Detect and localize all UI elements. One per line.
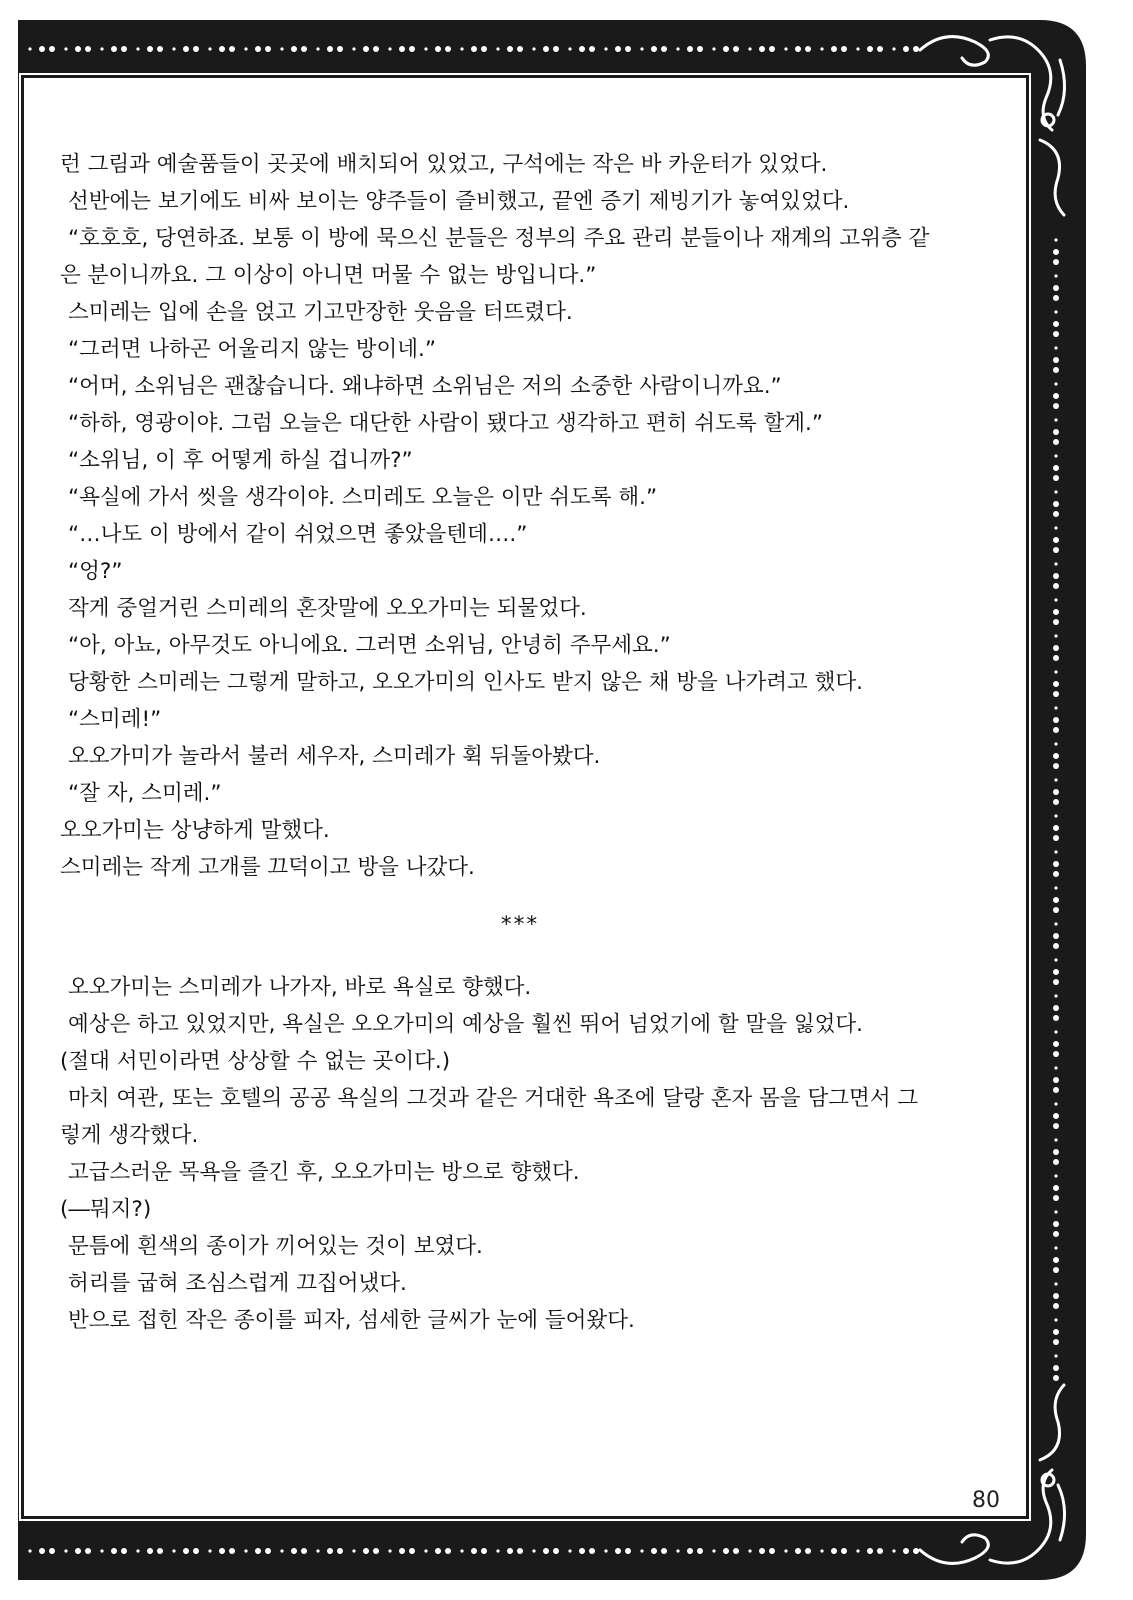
paragraph: 허리를 굽혀 조심스럽게 끄집어냈다. (68, 1271, 407, 1296)
paragraph: 렇게 생각했다. (60, 1123, 199, 1148)
section-1 (60, 146, 980, 886)
paragraph: “욕실에 가서 씻을 생각이야. 스미레도 오늘은 이만 쉬도록 해.” (68, 485, 658, 510)
paragraph: 오오가미가 놀라서 불러 세우자, 스미레가 휙 뒤돌아봤다. (68, 744, 601, 769)
paragraph: “엉?” (68, 559, 123, 584)
paragraph: 예상은 하고 있었지만, 욕실은 오오가미의 예상을 훨씬 뛰어 넘었기에 할 말을 잃었다. (68, 1012, 863, 1037)
paragraph: 고급스러운 목욕을 즐긴 후, 오오가미는 방으로 향했다. (68, 1160, 580, 1185)
paragraph: “스미레!” (68, 707, 162, 732)
paragraph: 마치 여관, 또는 호텔의 공공 욕실의 그것과 같은 거대한 욕조에 달랑 혼자 몸을 담그면서 그 (68, 1086, 919, 1111)
paragraph: “그러면 나하곤 어울리지 않는 방이네.” (68, 337, 436, 362)
paragraph: 작게 중얼거린 스미레의 혼잣말에 오오가미는 되물었다. (68, 596, 587, 621)
paragraph: “잘 자, 스미레.” (68, 781, 222, 806)
paragraph: 당황한 스미레는 그렇게 말하고, 오오가미의 인사도 받지 않은 채 방을 나가려고 했다. (68, 670, 863, 695)
paragraph: 스미레는 입에 손을 얹고 기고만장한 웃음을 터뜨렸다. (68, 300, 573, 325)
paragraph: “어머, 소위님은 괜찮습니다. 왜냐하면 소위님은 저의 소중한 사람이니까요.” (68, 374, 782, 399)
paragraph: 선반에는 보기에도 비싸 보이는 양주들이 즐비했고, 끝엔 증기 제빙기가 놓여있었다. (68, 189, 850, 214)
paragraph: (절대 서민이라면 상상할 수 없는 곳이다.) (60, 1049, 451, 1074)
paragraph: “아, 아뇨, 아무것도 아니에요. 그러면 소위님, 안녕히 주무세요.” (68, 633, 671, 658)
scene-break: *** (500, 912, 540, 937)
paragraph: “소위님, 이 후 어떻게 하실 겁니까?” (68, 448, 413, 473)
paragraph: 오오가미는 상냥하게 말했다. (60, 818, 330, 843)
paragraph: “호호호, 당연하죠. 보통 이 방에 묵으신 분들은 정부의 주요 관리 분들이나 재계의 고위층 같 (68, 226, 930, 251)
body-text (60, 146, 980, 1339)
section-2 (60, 969, 980, 1339)
page-number: 80 (972, 1488, 1000, 1513)
paragraph: 반으로 접힌 작은 종이를 피자, 섬세한 글씨가 눈에 들어왔다. (68, 1308, 635, 1333)
paragraph: “…나도 이 방에서 같이 쉬었으면 좋았을텐데….” (68, 522, 528, 547)
paragraph: 스미레는 작게 고개를 끄덕이고 방을 나갔다. (60, 855, 475, 880)
paragraph: “하하, 영광이야. 그럼 오늘은 대단한 사람이 됐다고 생각하고 편히 쉬도록 할게.” (68, 411, 823, 436)
paragraph: (―뭐지?) (60, 1197, 152, 1222)
paragraph: 오오가미는 스미레가 나가자, 바로 욕실로 향했다. (68, 975, 532, 1000)
paragraph: 은 분이니까요. 그 이상이 아니면 머물 수 없는 방입니다.” (60, 263, 597, 288)
paragraph: 문틈에 흰색의 종이가 끼어있는 것이 보였다. (68, 1234, 483, 1259)
paragraph: 런 그림과 예술품들이 곳곳에 배치되어 있었고, 구석에는 작은 바 카운터가 있었다. (60, 152, 828, 177)
